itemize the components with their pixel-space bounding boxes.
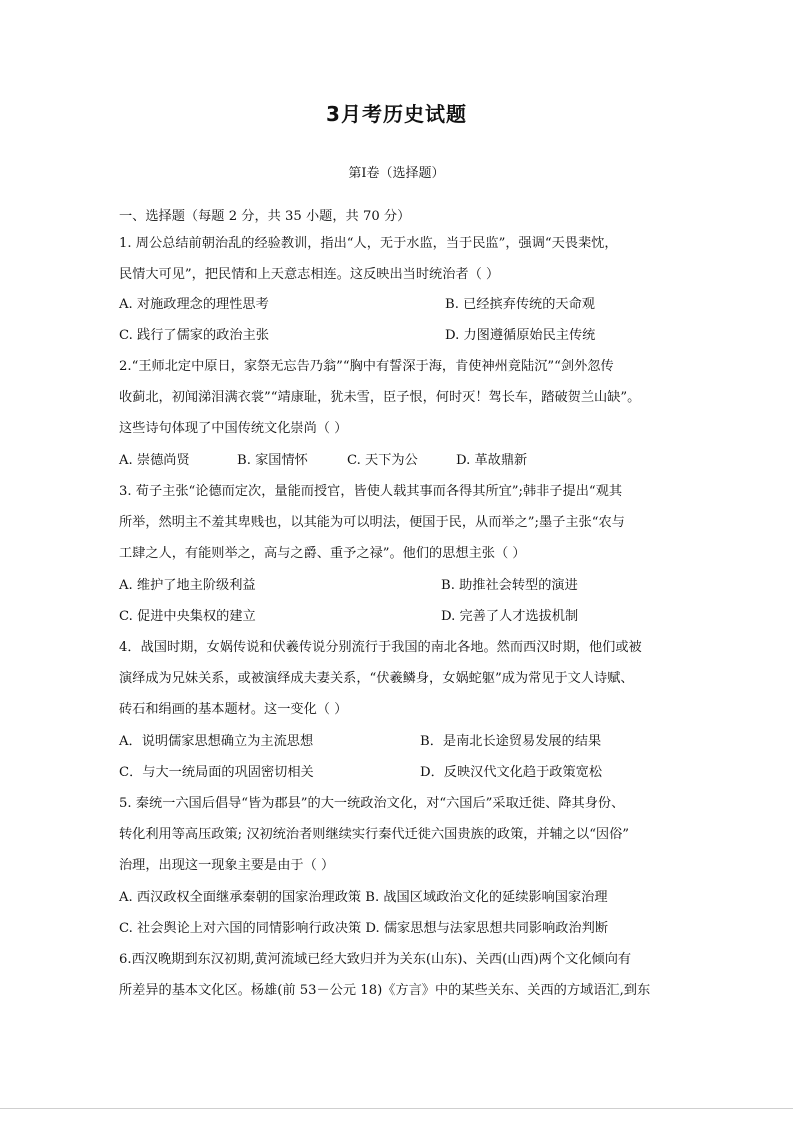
q1-stem-line-2: 民情大可见”，把民情和上天意志相连。这反映出当时统治者（ ） xyxy=(119,267,500,282)
q5-stem-line-3: 治理，出现这一现象主要是由于（ ） xyxy=(119,858,335,873)
q5-options-cd: C. 社会舆论上对六国的同情影响行政决策 D. 儒家思想与法家思想共同影响政治判断 xyxy=(119,921,609,936)
q4-stem-line-3: 砖石和绢画的基本题材。这一变化（ ） xyxy=(119,702,348,717)
q3-option-d: D. 完善了人才选拔机制 xyxy=(441,609,579,624)
q1-stem-line-1: 1. 周公总结前朝治乱的经验教训，指出“人，无于水监，当于民监”，强调“天畏棐忱， xyxy=(119,236,618,251)
page-bottom-divider xyxy=(0,1108,793,1109)
q2-stem-line-1: 2.“王师北定中原日，家祭无忘告乃翁”“胸中有誓深于海，肯使神州竟陆沉”“剑外忽传 xyxy=(119,359,614,374)
q4-option-d: D．反映汉代文化趋于政策宽松 xyxy=(420,765,603,780)
q2-option-d: D. 革故鼎新 xyxy=(456,453,528,468)
q4-option-a: A．说明儒家思想确立为主流思想 xyxy=(119,734,314,749)
q1-option-a: A. 对施政理念的理性思考 xyxy=(119,297,269,312)
q6-stem-line-1: 6.西汉晚期到东汉初期,黄河流域已经大致归并为关东(山东)、关西(山西)两个文化倾向有 xyxy=(119,952,632,967)
q3-stem-line-3: 工肆之人，有能则举之，高与之爵、重予之禄”。他们的思想主张（ ） xyxy=(119,546,526,561)
q3-option-a: A. 维护了地主阶级利益 xyxy=(119,578,256,593)
q1-option-d: D. 力图遵循原始民主传统 xyxy=(445,328,596,343)
q1-option-b: B. 已经摈弃传统的天命观 xyxy=(445,297,595,312)
q1-option-c: C. 践行了儒家的政治主张 xyxy=(119,328,269,343)
q2-stem-line-2: 收蓟北，初闻涕泪满衣裳”“靖康耻，犹未雪，臣子恨，何时灭！驾长车，踏破贺兰山缺”。 xyxy=(119,390,641,405)
q4-option-b: B．是南北长途贸易发展的结果 xyxy=(420,734,602,749)
q3-stem-line-1: 3. 荀子主张“论德而定次，量能而授官，皆使人载其事而各得其所宜”;韩非子提出“观其 xyxy=(119,484,623,499)
q6-stem-line-2: 所差异的基本文化区。杨雄(前 53－公元 18)《方言》中的某些关东、关西的方域语汇,到东 xyxy=(119,983,651,998)
q3-stem-line-2: 所举，然明主不羞其卑贱也，以其能为可以明法，便国于民，从而举之”;墨子主张“农与 xyxy=(119,515,625,530)
q2-stem-line-3: 这些诗句体现了中国传统文化崇尚（ ） xyxy=(119,421,348,436)
page-title: 3月考历史试题 xyxy=(326,102,467,126)
section-heading: 一、选择题（每题 2 分，共 35 小题，共 70 分） xyxy=(119,209,411,224)
q5-stem-line-2: 转化利用等高压政策; 汉初统治者则继续实行秦代迁徙六国贵族的政策，并辅之以“因俗” xyxy=(119,827,630,842)
q4-option-c: C．与大一统局面的巩固密切相关 xyxy=(119,765,314,780)
q2-option-b: B. 家国情怀 xyxy=(237,453,308,468)
q4-stem-line-2: 演绎成为兄妹关系，或被演绎成夫妻关系，“伏羲鳞身，女娲蛇躯”成为常见于文人诗赋、 xyxy=(119,671,634,686)
q5-stem-line-1: 5. 秦统一六国后倡导“皆为郡县”的大一统政治文化，对“六国后”采取迁徙、降其身份、 xyxy=(119,796,625,811)
section-subtitle: 第Ⅰ卷（选择题） xyxy=(348,166,445,181)
q2-option-c: C. 天下为公 xyxy=(347,453,418,468)
q2-option-a: A. 崇德尚贤 xyxy=(119,453,190,468)
q4-stem-line-1: 4．战国时期，女娲传说和伏羲传说分别流行于我国的南北各地。然而西汉时期，他们或被 xyxy=(119,640,642,655)
q3-option-b: B. 助推社会转型的演进 xyxy=(441,578,578,593)
q5-options-ab: A. 西汉政权全面继承秦朝的国家治理政策 B. 战国区域政治文化的延续影响国家治理 xyxy=(119,890,608,905)
q3-option-c: C. 促进中央集权的建立 xyxy=(119,609,256,624)
